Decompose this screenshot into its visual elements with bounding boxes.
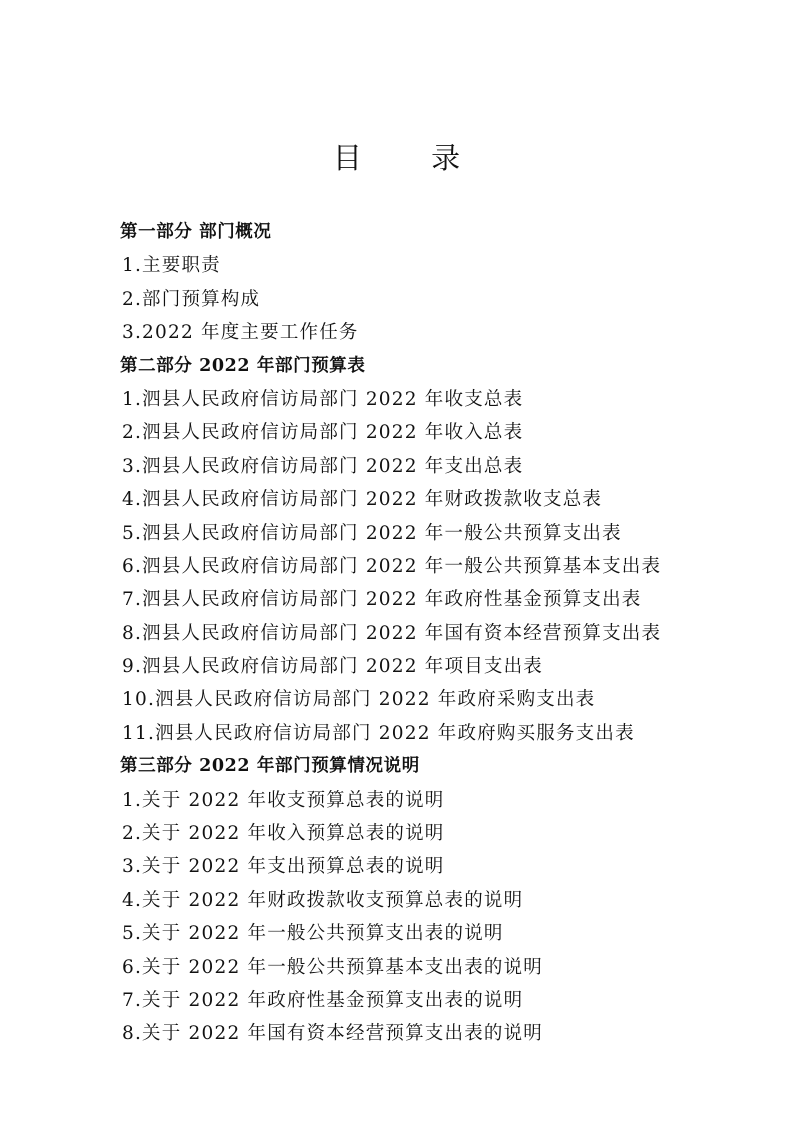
toc-entry: 1.泗县人民政府信访局部门 2022 年收支总表	[122, 388, 524, 410]
toc-entry: 5.泗县人民政府信访局部门 2022 年一般公共预算支出表	[122, 522, 622, 544]
toc-entry: 3.2022 年度主要工作任务	[122, 322, 359, 344]
toc-entry: 6.关于 2022 年一般公共预算基本支出表的说明	[122, 956, 543, 978]
section-heading-part-2: 第二部分 2022 年部门预算表	[120, 355, 366, 376]
toc-entry: 4.关于 2022 年财政拨款收支预算总表的说明	[122, 889, 524, 911]
section-heading-part-3: 第三部分 2022 年部门预算情况说明	[120, 756, 420, 777]
toc-entry: 11.泗县人民政府信访局部门 2022 年政府购买服务支出表	[122, 722, 635, 744]
toc-entry: 6.泗县人民政府信访局部门 2022 年一般公共预算基本支出表	[122, 555, 662, 577]
toc-entry: 8.泗县人民政府信访局部门 2022 年国有资本经营预算支出表	[122, 622, 662, 644]
toc-entry: 1.关于 2022 年收支预算总表的说明	[122, 789, 445, 811]
toc-entry: 2.关于 2022 年收入预算总表的说明	[122, 823, 445, 845]
toc-entry: 7.泗县人民政府信访局部门 2022 年政府性基金预算支出表	[122, 589, 642, 611]
toc-entry: 2.部门预算构成	[122, 288, 261, 310]
toc-entry: 4.泗县人民政府信访局部门 2022 年财政拨款收支总表	[122, 489, 603, 511]
toc-entry: 8.关于 2022 年国有资本经营预算支出表的说明	[122, 1023, 543, 1045]
toc-entry: 3.泗县人民政府信访局部门 2022 年支出总表	[122, 455, 524, 477]
toc-entry: 3.关于 2022 年支出预算总表的说明	[122, 856, 445, 878]
toc-entry: 1.主要职责	[122, 255, 221, 277]
toc-entry: 2.泗县人民政府信访局部门 2022 年收入总表	[122, 422, 524, 444]
section-heading-part-1: 第一部分 部门概况	[120, 222, 272, 242]
toc-entry: 5.关于 2022 年一般公共预算支出表的说明	[122, 923, 504, 945]
toc-entry: 10.泗县人民政府信访局部门 2022 年政府采购支出表	[122, 689, 596, 711]
toc-entry: 7.关于 2022 年政府性基金预算支出表的说明	[122, 989, 524, 1011]
toc-entry: 9.泗县人民政府信访局部门 2022 年项目支出表	[122, 656, 543, 678]
toc-title: 目 录	[332, 141, 491, 175]
table-of-contents	[120, 216, 740, 1051]
